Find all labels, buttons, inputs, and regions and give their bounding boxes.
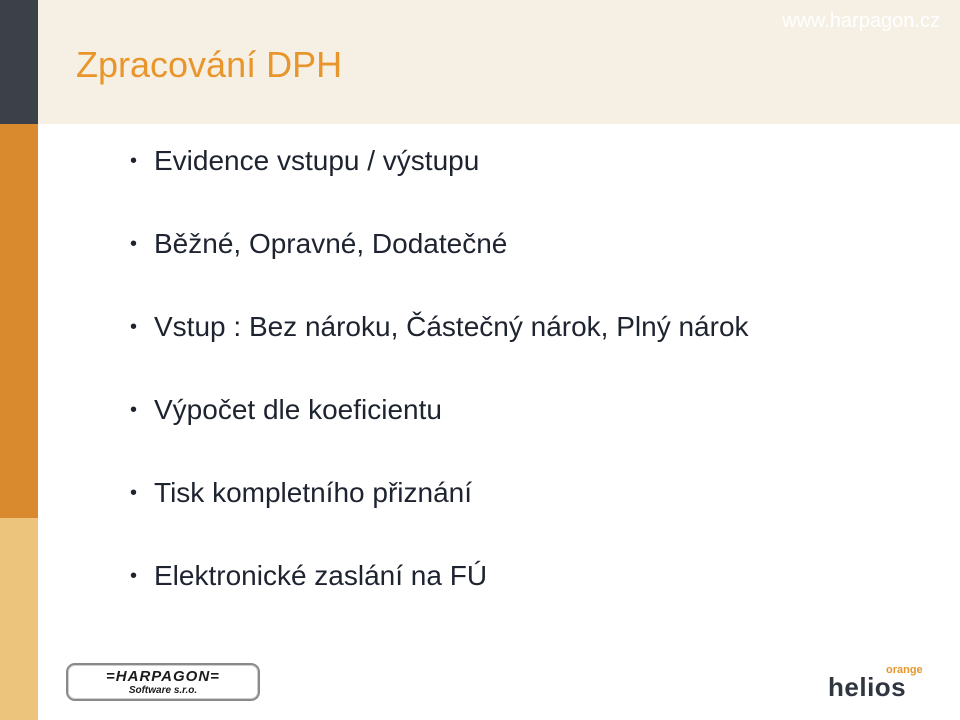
bullet-item — [130, 389, 749, 472]
bullet-item — [130, 555, 749, 638]
harpagon-logo — [66, 663, 260, 701]
bullet-item — [130, 140, 749, 223]
left-bar-orange-segment — [0, 124, 38, 518]
harpagon-logo-name: =HARPAGON= — [106, 668, 220, 685]
bullet-icon: • — [130, 233, 138, 255]
left-accent-bar — [0, 0, 38, 720]
left-bar-dark-segment — [0, 0, 38, 124]
bullet-list — [130, 140, 749, 638]
harpagon-logo-tagline: Software s.r.o. — [128, 685, 198, 696]
bullet-icon: • — [130, 316, 138, 338]
bullet-text: Vstup : Bez nároku, Částečný nárok, Plný nárok — [154, 311, 749, 342]
helios-logo-tagline: orange — [886, 664, 923, 676]
helios-orange-logo — [826, 664, 936, 704]
bullet-item — [130, 472, 749, 555]
bullet-item — [130, 223, 749, 306]
bullet-text: Elektronické zaslání na FÚ — [154, 560, 488, 591]
slide-title: Zpracování DPH — [76, 44, 343, 85]
bullet-icon: • — [130, 150, 138, 172]
bullet-icon: • — [130, 565, 138, 587]
bullet-icon: • — [130, 399, 138, 421]
bullet-icon: • — [130, 482, 138, 504]
left-bar-light-segment — [0, 518, 38, 720]
bullet-item — [130, 306, 749, 389]
bullet-text: Tisk kompletního přiznání — [154, 477, 472, 508]
site-url: www.harpagon.cz — [782, 10, 940, 32]
bullet-text: Evidence vstupu / výstupu — [154, 145, 480, 176]
bullet-text: Běžné, Opravné, Dodatečné — [154, 228, 508, 259]
helios-logo-name: helios — [828, 672, 907, 702]
bullet-text: Výpočet dle koeficientu — [154, 394, 442, 425]
